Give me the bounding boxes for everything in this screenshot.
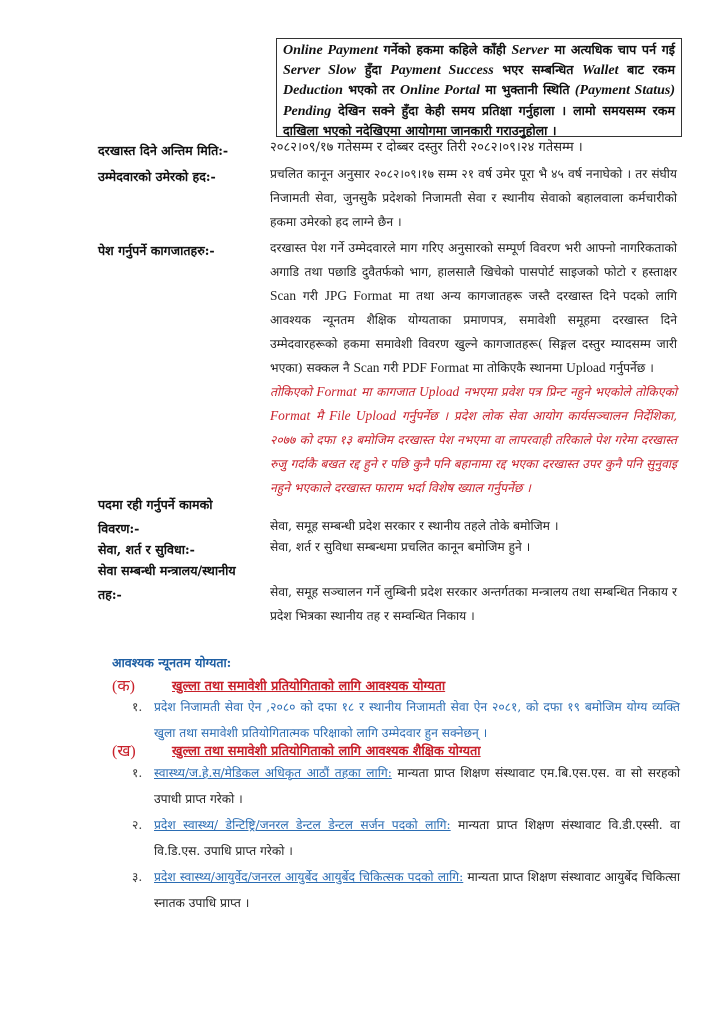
- notice-text: Server: [511, 43, 549, 58]
- documents-text: गर्नुपर्नेछ ।: [605, 361, 654, 375]
- conditions-value: सेवा, शर्त र सुविधा सम्बन्धमा प्रचलित कानून बमोजिम हुने ।: [270, 540, 531, 554]
- notice-text: Payment Success: [390, 63, 494, 79]
- item-number: २.: [132, 818, 143, 832]
- item-text: मान्यता प्राप्त शिक्षण संस्थावाट वि.डी.एस्सी. वा वि.डि.एस. उपाधि प्राप्त गरेको ।: [154, 818, 680, 858]
- warning-text: Format: [270, 408, 311, 423]
- documents-text: गरी: [379, 361, 403, 375]
- list-item: [132, 812, 680, 864]
- notice-text: गर्नेको हकमा कहिले काँही: [378, 42, 512, 57]
- item-post: प्रदेश स्वास्थ्य/ डेन्टिष्ट्रि/जनरल डेन्टल डेन्टल सर्जन पदको लागि:: [154, 818, 451, 832]
- documents-text: Scan: [270, 288, 297, 303]
- section-ka-heading: खुल्ला तथा समावेशी प्रतियोगिताको लागि आवश्यक योग्यता: [172, 679, 446, 694]
- ministry-label-line2: तह:-: [98, 587, 122, 602]
- warning-text: मा कागजात: [356, 385, 420, 399]
- documents-text: PDF Format: [402, 360, 469, 375]
- documents-text: Scan: [353, 360, 380, 375]
- warning-text: नभएमा प्रवेश पत्र प्रिन्ट नहुने भएकोले तोकिएको: [459, 385, 677, 399]
- deadline-value: २०८२।०९/१७ गतेसम्म र दोब्बर दस्तुर तिरी २०८२।०९।२४ गतेसम्म ।: [270, 140, 583, 155]
- notice-text: मा भुक्तानी स्थिति: [479, 82, 575, 98]
- warning-text: गर्नुपर्नेछ । प्रदेश लोक सेवा आयोग कार्यसञ्चालन निर्देशिका, २०७७ को दफा १३ बमोजिम दरखास्त पेश नभएमा वा लापरवाही तरिकाले पेश गरेमा दरखास्त रुजु गर्दाकै बखत रद्द हुने र पछि कुनै पनि बहानामा रद्द भएका दरखास्त उपर कुनै पनि सुनुवाइ नहुने भएकाले दरखास्त फाराम भर्दा विशेष ख्याल गर्नुपर्नेछ ।: [270, 409, 677, 495]
- documents-label: पेश गर्नुपर्ने कागजातहरु:-: [98, 243, 215, 258]
- warning-text: तोकिएको: [270, 385, 317, 399]
- documents-text: मा तथा अन्य कागजातहरू जस्तै दरखास्त दिने पदको लागि आवश्यक न्यूनतम शैक्षिक योग्यताका प्रमाणपत्र, समावेशी समूहमा दरखास्त दिने उम्मेदवारहरूको हकमा समावेशी विवरण खुल्ने कागजातहरू( सिङ्गल दस्तुर म्यादसम्म जारी भएका) सक्कल नै: [270, 289, 677, 375]
- notice-text: Online Payment: [283, 43, 378, 58]
- notice-text: Online Portal: [400, 83, 480, 99]
- documents-value: [270, 236, 677, 500]
- notice-text: हुँदा: [356, 62, 391, 78]
- list-item: [132, 864, 680, 916]
- documents-text: Upload: [566, 360, 606, 375]
- notice-text: देखिन सक्ने हुँदा केही समय प्रतिक्षा गर्नुहाला । लामो समयसम्म रकम दाखिला भएको नदेखिएमा आयोगमा जानकारी गराउनुहोला ।: [283, 102, 675, 138]
- warning-text: मै: [310, 409, 330, 423]
- notice-text: मा अत्यधिक चाप पर्न गई: [548, 42, 675, 57]
- documents-warning: [270, 380, 677, 500]
- duties-label-line2: विवरण:-: [98, 521, 140, 536]
- payment-notice-box: [276, 38, 682, 137]
- item-post: प्रदेश स्वास्थ्य/आयुर्वेद/जनरल आयुर्बेद आयुर्बेद चिकित्सक पदको लागि:: [154, 870, 464, 884]
- age-limit-label: उम्मेदवारको उमेरको हद:-: [98, 169, 216, 184]
- list-item: [132, 694, 680, 746]
- deadline-label: दरखास्त दिने अन्तिम मिति:-: [98, 143, 229, 158]
- qualification-title: आवश्यक न्यूनतम योग्यता:: [112, 655, 232, 670]
- item-text: मान्यता प्राप्त शिक्षण संस्थावाट आयुर्बेद चिकित्सा स्नातक उपाधि प्राप्त ।: [154, 870, 680, 910]
- ministry-label-line1: सेवा सम्बन्धी मन्त्रालय/स्थानीय: [98, 563, 236, 578]
- conditions-label: सेवा, शर्त र सुविधा:-: [98, 542, 195, 557]
- item-number: १.: [132, 700, 143, 714]
- item-text: मान्यता प्राप्त शिक्षण संस्थावाट एम.बि.एस.एस. वा सो सरहको उपाधी प्राप्त गरेको ।: [154, 766, 680, 806]
- documents-text: दरखास्त पेश गर्ने उम्मेदवारले माग गरिए अनुसारको सम्पूर्ण विवरण भरी आफ्नो नागरिकताको अगाडि तथा पछाडि दुवैतर्फको भाग, हालसालै खिचेको पासपोर्ट साइजको फोटो र हस्ताक्षर: [270, 241, 677, 279]
- notice-text: भएर सम्बन्धित: [493, 62, 583, 78]
- notice-text: बाट रकम: [618, 62, 676, 78]
- duties-value: सेवा, समूह सम्बन्धी प्रदेश सरकार र स्थानीय तहले तोके बमोजिम ।: [270, 519, 559, 533]
- section-kha-heading: खुल्ला तथा समावेशी प्रतियोगिताको लागि आवश्यक शैक्षिक योग्यता: [172, 744, 481, 759]
- list-item: [132, 760, 680, 812]
- warning-text: Upload: [419, 384, 460, 399]
- section-kha-marker: (ख): [112, 743, 136, 760]
- documents-text: गरी: [296, 289, 325, 303]
- item-number: ३.: [132, 870, 143, 884]
- item-post: स्वास्थ्य/ज.हे.स/मेडिकल अधिकृत आठौं तहका लागि:: [154, 766, 392, 780]
- section-ka-marker: (क): [112, 678, 135, 695]
- ministry-value: सेवा, समूह सञ्चालन गर्ने लुम्बिनी प्रदेश सरकार अन्तर्गतका मन्त्रालय तथा सम्बन्धित निकाय र प्रदेश भित्रका स्थानीय तह र सम्वन्धित निकाय ।: [270, 585, 677, 623]
- warning-text: Format: [316, 384, 357, 399]
- duties-label-line1: पदमा रही गर्नुपर्ने कामको: [98, 497, 213, 512]
- item-number: १.: [132, 766, 143, 780]
- warning-text: File Upload: [329, 408, 397, 423]
- notice-text: Server Slow: [283, 63, 357, 79]
- notice-text: Wallet: [582, 63, 619, 79]
- documents-text: मा तोकिएकै स्थानमा: [468, 361, 567, 375]
- notice-text: Deduction: [283, 83, 343, 99]
- age-limit-value: प्रचलित कानून अनुसार २०८२।०९।१७ सम्म २१ वर्ष उमेर पूरा भै ४५ वर्ष ननाघेको । तर संघीय निजामती सेवा, जुनसुकै प्रदेशको निजामती सेवा र स्थानीय सेवाको बहालवाला कर्मचारीको हकमा उमेरको हद लाग्ने छैन ।: [270, 167, 677, 229]
- documents-text: JPG Format: [324, 288, 393, 303]
- item-text: प्रदेश निजामती सेवा ऐन ,२०८० को दफा १८ र स्थानीय निजामती सेवा ऐन २०८१, को दफा १९ बमोजिम योग्य व्यक्ति खुला तथा समावेशी प्रतियोगितात्मक परिक्षाको लागि उम्मेदवार हुन सक्नेछन् ।: [154, 700, 680, 740]
- notice-text: भएको तर: [342, 82, 401, 98]
- notice-text: (Payment Status) Pending: [283, 83, 675, 119]
